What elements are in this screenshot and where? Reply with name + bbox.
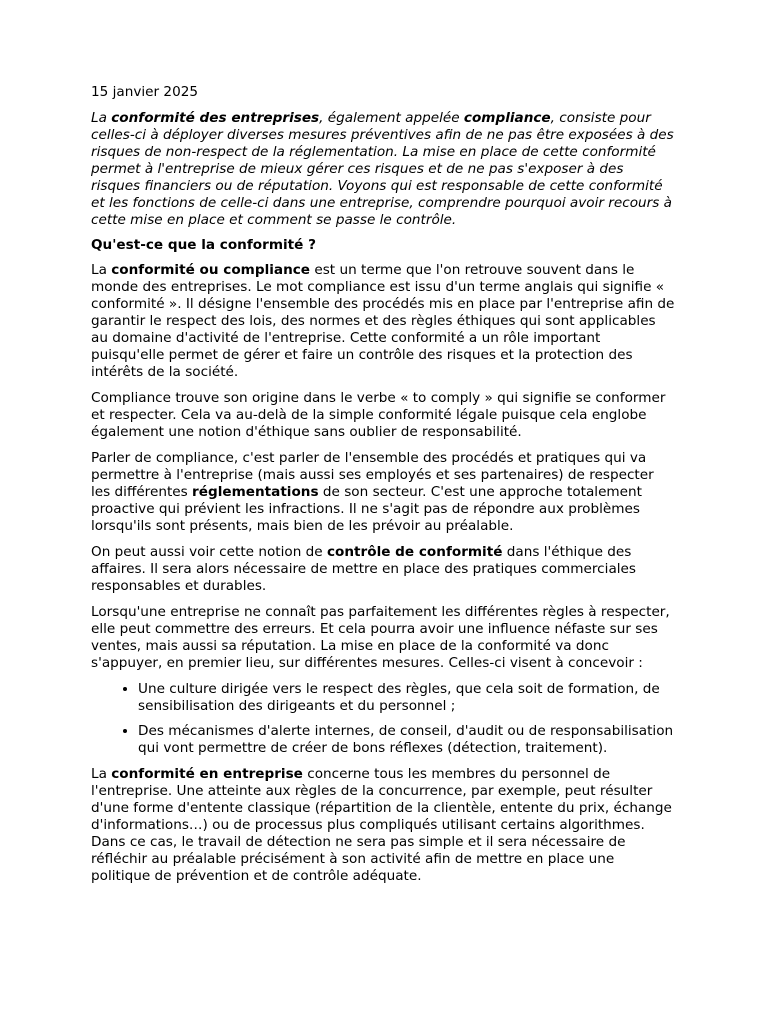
paragraph-text: de son secteur. C'est une approche totalement proactive qui prévient les infractions. Il ne s'agit pas de répondre aux problèmes lorsqu'ils sont présents, mais bien de les prévoir au préalable.: [91, 484, 642, 534]
section-heading: Qu'est-ce que la conformité ?: [91, 237, 316, 253]
body-paragraph: Lorsqu'une entreprise ne connaît pas parfaitement les différentes règles à respecter, elle peut commettre des erreurs. Et cela pourra avoir une influence néfaste sur ses ventes, mais aussi sa réputation. La mise en place de la conformité va donc s'appuyer, en premier lieu, sur différentes mesures. Celles-ci visent à concevoir :: [91, 604, 670, 671]
list-item: • Une culture dirigée vers le respect des règles, que cela soit de formation, de sensibilisation des dirigeants et du personnel ;: [138, 681, 676, 715]
intro-bold-term: compliance: [463, 110, 551, 126]
intro-paragraph: [91, 110, 676, 229]
paragraph-text: dans l'éthique des affaires. Il sera alors nécessaire de mettre en place des pratiques commerciales responsables et durables.: [91, 544, 636, 594]
paragraph-text: est un terme que l'on retrouve souvent dans le monde des entreprises. Le mot compliance est issu d'un terme anglais qui signifie « conformité ». Il désigne l'ensemble des procédés mis en place par l'entreprise afin de garantir le respect des lois, des normes et des règles éthiques qui sont applicables au domaine d'activité de l'entreprise. Cette conformité a un rôle important puisqu'elle permet de gérer et faire un contrôle des risques et la protection des intérêts de la société.: [91, 262, 675, 380]
paragraph-text: Parler de compliance, c'est parler de l'ensemble des procédés et pratiques qui va permettre à l'entreprise (mais aussi ses employés et ses partenaires) de respecter les différentes: [91, 450, 654, 500]
body-paragraph: Compliance trouve son origine dans le verbe « to comply » qui signifie se conformer et respecter. Cela va au-delà de la simple conformité légale puisque cela englobe également une notion d'éthique sans oublier de responsabilité.: [91, 390, 666, 440]
list-item: • Des mécanismes d'alerte internes, de conseil, d'audit ou de responsabilisation qui vont permettre de créer de bons réflexes (détection, traitement).: [138, 723, 676, 757]
paragraph-text: On peut aussi voir cette notion de: [91, 544, 327, 560]
intro-text: , consiste pour celles-ci à déployer diverses mesures préventives afin de ne pas être exposées à des risques de non-respect de la réglementation. La mise en place de cette conformité permet à l'entreprise de mieux gérer ces risques et de ne pas s'exposer à des risques financiers ou de réputation. Voyons qui est responsable de cette conformité et les fonctions de celle-ci dans une entreprise, comprendre pourquoi avoir recours à cette mise en place et comment se passe le contrôle.: [91, 110, 674, 228]
paragraph-text: La: [91, 262, 112, 278]
bold-term: réglementations: [192, 484, 319, 500]
body-paragraph: [91, 544, 676, 595]
body-paragraph: [91, 262, 676, 381]
intro-bold-term: conformité des entreprises: [111, 110, 320, 126]
body-paragraph: [91, 766, 676, 885]
bullet-list: [91, 681, 676, 757]
body-paragraph: [91, 450, 676, 535]
bold-term: conformité en entreprise: [111, 766, 303, 782]
paragraph-text: concerne tous les membres du personnel de l'entreprise. Une atteinte aux règles de la concurrence, par exemple, peut résulter d'une forme d'entente classique (répartition de la clientèle, entente du prix, échange d'informations…) ou de processus plus compliqués utilisant certains algorithmes. Dans ce cas, le travail de détection ne sera pas simple et il sera nécessaire de réfléchir au préalable précisément à son activité afin de mettre en place une politique de prévention et de contrôle adéquate.: [91, 766, 672, 884]
bold-term: conformité ou compliance: [111, 262, 311, 278]
paragraph-text: La: [91, 766, 112, 782]
bold-term: contrôle de conformité: [326, 544, 503, 560]
intro-text: La: [91, 110, 112, 126]
intro-text: , également appelée: [319, 110, 464, 126]
document-date: 15 janvier 2025: [91, 84, 199, 100]
